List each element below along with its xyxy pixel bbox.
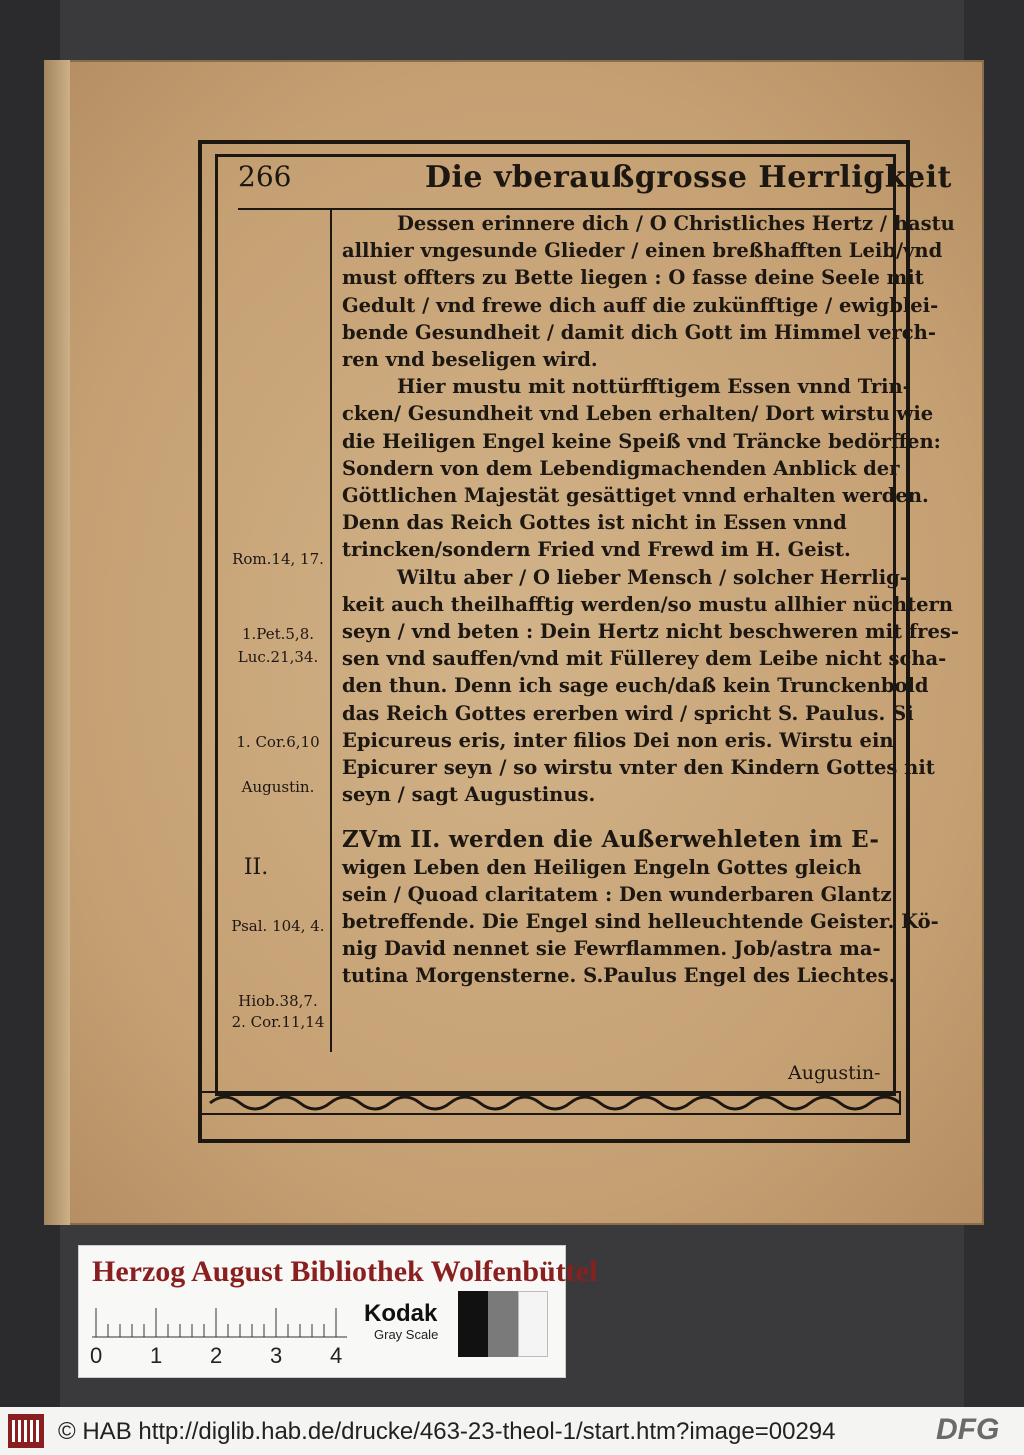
text-line: wigen Leben den Heiligen Engeln Gottes gleich bbox=[342, 855, 862, 879]
ruler-scale bbox=[92, 1302, 347, 1338]
text-line: sein / Quoad claritatem : Den wunderbaren Glantz bbox=[342, 882, 892, 906]
gray-swatch-black bbox=[458, 1291, 488, 1357]
catchword: Augustin- bbox=[788, 1062, 881, 1084]
kodak-logo: Kodak bbox=[364, 1300, 438, 1327]
text-line: seyn / vnd beten : Dein Hertz nicht beschweren mit fres- bbox=[342, 620, 959, 644]
text-line: Göttlichen Majestät gesättiget vnnd erhalten werden. bbox=[342, 484, 929, 508]
ruler-number: 0 bbox=[90, 1343, 103, 1368]
text-line: Hier mustu mit nottürfftigem Essen vnnd Trin- bbox=[397, 375, 911, 399]
margin-note-augustin: Augustin. bbox=[241, 778, 315, 796]
gray-swatch-white bbox=[518, 1291, 548, 1357]
text-line: Wiltu aber / O lieber Mensch / solcher Herrlig- bbox=[397, 565, 908, 589]
margin-note-hiob: Hiob.38,7. bbox=[238, 992, 318, 1010]
text-line: allhier vngesunde Glieder / einen breßhafften Leib/vnd bbox=[342, 239, 943, 263]
margin-roman-two: II. bbox=[243, 855, 269, 880]
gray-scale-label: Gray Scale bbox=[374, 1327, 439, 1342]
ornament-border bbox=[200, 1090, 900, 1116]
running-title: Die vberaußgrosse Herrligkeit bbox=[425, 160, 952, 195]
text-line: ZVm II. werden die Außerwehleten im E- bbox=[342, 826, 880, 854]
text-line: Dessen erinnere dich / O Christliches Hertz / hastu bbox=[397, 212, 955, 235]
main-text-block bbox=[342, 210, 959, 990]
institution-name: Herzog August Bibliothek Wolfenbüttel bbox=[92, 1255, 598, 1288]
ruler-number: 2 bbox=[210, 1343, 223, 1368]
text-line: nig David nennet sie Fewrflammen. Job/astra ma- bbox=[342, 937, 881, 961]
gray-swatch-mid bbox=[488, 1291, 518, 1357]
text-line: cken/ Gesundheit vnd Leben erhalten/ Dort wirstu wie bbox=[342, 402, 934, 426]
margin-note-rom: Rom.14, 17. bbox=[232, 550, 324, 568]
text-line: Epicureus eris, inter filios Dei non eris. Wirstu ein bbox=[342, 728, 894, 752]
text-line: ren vnd beseligen wird. bbox=[342, 348, 598, 372]
margin-note-psal: Psal. 104, 4. bbox=[231, 917, 325, 935]
text-line: bende Gesundheit / damit dich Gott im Himmel verch- bbox=[342, 320, 936, 344]
hab-logo-icon bbox=[8, 1414, 44, 1448]
margin-note-cor2: 2. Cor.11,14 bbox=[231, 1013, 325, 1031]
margin-note-cor: 1. Cor.6,10 bbox=[236, 733, 320, 751]
margin-note-pet: 1.Pet.5,8. bbox=[241, 625, 315, 643]
text-line: das Reich Gottes ererben wird / spricht S. Paulus. Si bbox=[342, 701, 914, 725]
ruler-number: 3 bbox=[270, 1343, 283, 1368]
text-line: keit auch theilhafftig werden/so mustu allhier nüchtern bbox=[342, 592, 953, 616]
text-line: seyn / sagt Augustinus. bbox=[342, 783, 596, 807]
text-line: Epicurer seyn / so wirstu vnter den Kindern Gottes nit bbox=[342, 756, 935, 780]
text-line: die Heiligen Engel keine Speiß vnd Träncke bedörffen: bbox=[342, 429, 941, 453]
ruler-number: 4 bbox=[330, 1343, 343, 1368]
citation-url[interactable]: © HAB http://diglib.hab.de/drucke/463-23-theol-1/start.htm?image=00294 bbox=[58, 1418, 836, 1445]
text-line: Gedult / vnd frewe dich auff die zukünfftige / ewigblei- bbox=[342, 293, 939, 317]
paragraph-gap bbox=[342, 808, 890, 826]
page-edge bbox=[44, 60, 70, 1225]
text-line: must offters zu Bette liegen : O fasse deine Seele mit bbox=[342, 266, 924, 290]
text-line: sen vnd sauffen/vnd mit Füllerey dem Leibe nicht scha- bbox=[342, 647, 947, 671]
margin-note-luc: Luc.21,34. bbox=[237, 648, 319, 666]
text-line: den thun. Denn ich sage euch/daß kein Trunckenbold bbox=[342, 674, 929, 698]
text-line: trincken/sondern Fried vnd Frewd im H. Geist. bbox=[342, 538, 851, 562]
page-number: 266 bbox=[238, 160, 292, 193]
text-line: betreffende. Die Engel sind helleuchtende Geister. Kö- bbox=[342, 910, 939, 934]
text-line: Denn das Reich Gottes ist nicht in Essen vnnd bbox=[342, 511, 847, 535]
dfg-logo: DFG bbox=[936, 1413, 1000, 1446]
ruler-number: 1 bbox=[150, 1343, 163, 1368]
margin-column-rule bbox=[330, 210, 332, 1052]
text-line: Sondern von dem Lebendigmachenden Anblick der bbox=[342, 456, 900, 480]
text-line: tutina Morgensterne. S.Paulus Engel des Liechtes. bbox=[342, 964, 896, 988]
